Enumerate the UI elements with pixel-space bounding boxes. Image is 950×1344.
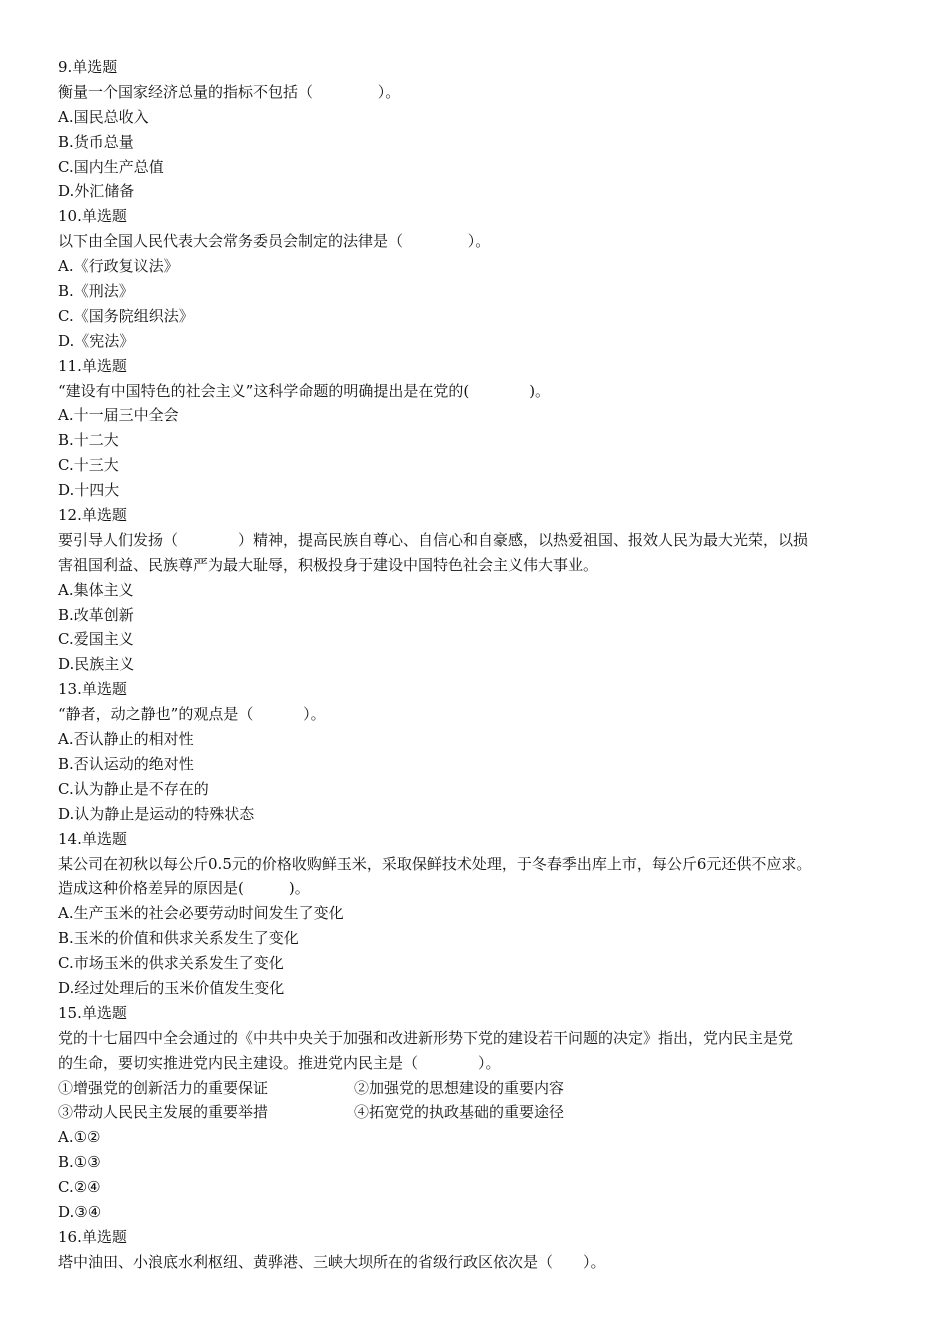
question-stem-line-1: 某公司在初秋以每公斤0.5元的价格收购鲜玉米，采取保鲜技术处理，于冬春季出库上市，每公斤6元还供不应求。 [58,854,812,873]
option-b: B.改革创新 [58,605,134,624]
question-stem-line-1: 党的十七届四中全会通过的《中共中央关于加强和改进新形势下党的建设若干问题的决定》指出，党内民主是党 [58,1028,794,1047]
question-stem-line-1: 要引导人们发扬（ ）精神，提高民族自尊心、自信心和自豪感，以热爱祖国、报效人民为最大光荣，以损 [58,530,809,549]
option-d: D.认为静止是运动的特殊状态 [58,804,255,823]
option-b: B.《刑法》 [58,282,134,301]
option-a: A.否认静止的相对性 [58,730,194,749]
question-header: 15.单选题 [58,1003,127,1022]
question-14 [58,827,918,1001]
question-header: 12.单选题 [58,506,127,525]
question-13 [58,677,918,826]
question-header: 16.单选题 [58,1227,127,1246]
question-stem: 塔中油田、小浪底水利枢纽、黄骅港、三峡大坝所在的省级行政区依次是（ ）。 [58,1252,606,1271]
question-header: 10.单选题 [58,207,127,226]
sub-item-4: ④拓宽党的执政基础的重要途径 [354,1103,565,1122]
sub-item-1: ①增强党的创新活力的重要保证 [58,1078,269,1097]
question-10 [58,204,918,353]
question-stem-line-2: 的生命，要切实推进党内民主建设。推进党内民主是（ ）。 [58,1053,501,1072]
option-a: A.生产玉米的社会必要劳动时间发生了变化 [58,904,344,923]
question-header: 14.单选题 [58,829,127,848]
question-11 [58,354,918,503]
option-a: A.十一届三中全会 [58,406,179,425]
sub-item-2: ②加强党的思想建设的重要内容 [354,1078,565,1097]
option-c: C.《国务院组织法》 [58,306,194,325]
option-d: D.③④ [58,1202,102,1221]
question-header: 11.单选题 [58,356,127,375]
sub-items-row-2 [58,1100,918,1125]
question-9 [58,55,918,204]
question-16 [58,1225,918,1275]
option-d: D.民族主义 [58,655,135,674]
question-stem-line-2: 害祖国利益、民族尊严为最大耻辱，积极投身于建设中国特色社会主义伟大事业。 [58,555,599,574]
option-a: A.国民总收入 [58,107,149,126]
question-header: 9.单选题 [58,58,118,76]
question-stem: 衡量一个国家经济总量的指标不包括（ ）。 [58,82,401,101]
option-c: C.认为静止是不存在的 [58,779,209,798]
exam-page [58,55,918,1275]
option-a: A.集体主义 [58,580,134,599]
option-c: C.国内生产总值 [58,157,164,176]
question-header: 13.单选题 [58,680,127,699]
option-b: B.十二大 [58,431,119,450]
question-stem: “建设有中国特色的社会主义”这科学命题的明确提出是在党的( )。 [58,381,551,400]
option-d: D.经过处理后的玉米价值发生变化 [58,978,285,997]
question-stem: 以下由全国人民代表大会常务委员会制定的法律是（ ）。 [58,232,491,251]
option-d: D.十四大 [58,481,120,500]
question-stem: “静者，动之静也”的观点是（ ）。 [58,705,326,724]
option-b: B.否认运动的绝对性 [58,754,194,773]
option-b: B.货币总量 [58,132,134,151]
question-stem-line-2: 造成这种价格差异的原因是( )。 [58,879,310,898]
option-d: D.外汇储备 [58,182,135,201]
option-c: C.②④ [58,1178,101,1197]
option-d: D.《宪法》 [58,331,135,350]
option-a: A.①② [58,1128,101,1147]
option-c: C.十三大 [58,456,119,475]
option-c: C.爱国主义 [58,630,134,649]
option-a: A.《行政复议法》 [58,257,179,276]
question-15 [58,1001,918,1225]
question-12 [58,503,918,677]
sub-items-row-1 [58,1076,918,1101]
option-b: B.①③ [58,1153,101,1172]
option-b: B.玉米的价值和供求关系发生了变化 [58,929,299,948]
sub-item-3: ③带动人民民主发展的重要举措 [58,1103,269,1122]
option-c: C.市场玉米的供求关系发生了变化 [58,954,284,973]
